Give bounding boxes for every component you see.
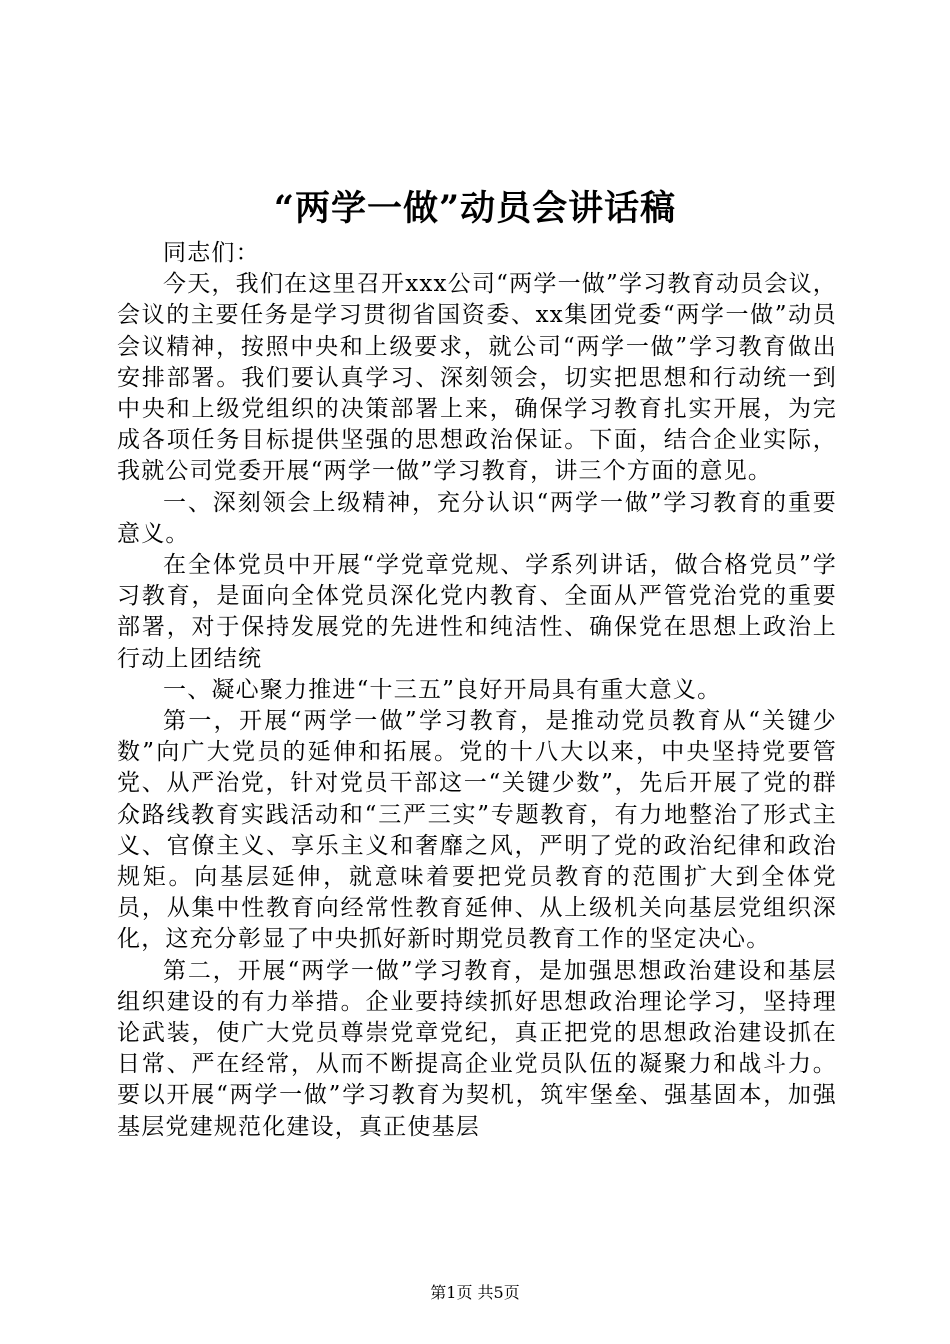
document-body: [117, 238, 837, 1143]
section-heading: 一、凝心聚力推进“十三五”良好开局具有重大意义。: [163, 676, 722, 703]
document-title: “两学一做”动员会讲话稿: [273, 188, 677, 229]
body-paragraph: 在全体党员中开展“学党章党规、学系列讲话，做合格党员”学习教育，是面向全体党员深化党内教育、全面从严管党治党的重要部署，对于保持发展党的先进性和纯洁性、确保党在思想上政治上行动上团结统: [117, 552, 837, 672]
page-number-footer: 第1页 共5页: [430, 1283, 520, 1302]
body-paragraph: 第一，开展“两学一做”学习教育，是推动党员教育从“关键少数”向广大党员的延伸和拓展。党的十八大以来，中央坚持党要管党、从严治党，针对党员干部这一“关键少数”，先后开展了党的群众路线教育实践活动和“三严三实”专题教育，有力地整治了形式主义、官僚主义、享乐主义和奢靡之风，严明了党的政治纪律和政治规矩。向基层延伸，就意味着要把党员教育的范围扩大到全体党员，从集中性教育向经常性教育延伸、从上级机关向基层党组织深化，这充分彰显了中央抓好新时期党员教育工作的坚定决心。: [117, 708, 837, 953]
section-heading: 一、深刻领会上级精神，充分认识“两学一做”学习教育的重要意义。: [117, 489, 837, 547]
body-paragraph: 第二，开展“两学一做”学习教育，是加强思想政治建设和基层组织建设的有力举措。企业要持续抓好思想政治理论学习，坚持理论武装，使广大党员尊崇党章党纪，真正把党的思想政治建设抓在日常、严在经常，从而不断提高企业党员队伍的凝聚力和战斗力。要以开展“两学一做”学习教育为契机，筑牢堡垒、强基固本，加强基层党建规范化建设，真正使基层: [117, 957, 837, 1140]
body-paragraph: 今天，我们在这里召开xxx公司“两学一做”学习教育动员会议，会议的主要任务是学习贯彻省国资委、xx集团党委“两学一做”动员会议精神，按照中央和上级要求，就公司“两学一做”学习教育做出安排部署。我们要认真学习、深刻领会，切实把思想和行动统一到中央和上级党组织的决策部署上来，确保学习教育扎实开展，为完成各项任务目标提供坚强的思想政治保证。下面，结合企业实际，我就公司党委开展“两学一做”学习教育，讲三个方面的意见。: [117, 271, 837, 485]
salutation-paragraph: 同志们：: [163, 240, 260, 266]
